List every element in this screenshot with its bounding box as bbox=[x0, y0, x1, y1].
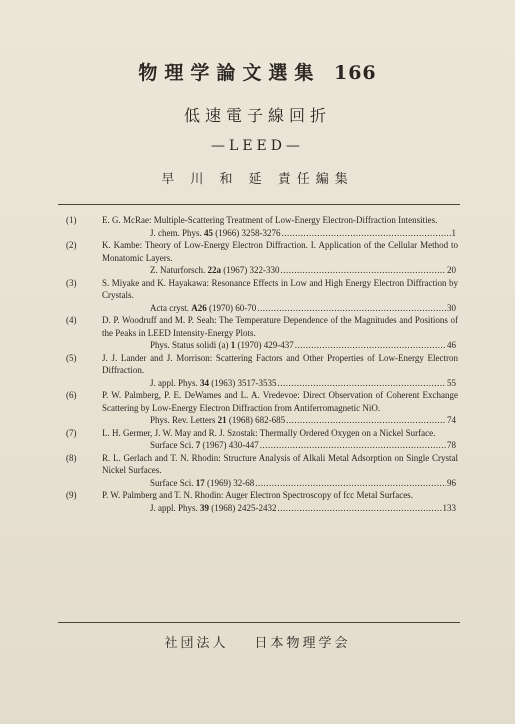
reference-title: S. Miyake and K. Hayakawa: Resonance Effects in Low and High Energy Electron Diffraction by Crystals. bbox=[102, 277, 458, 300]
journal-volume: 7 bbox=[195, 440, 201, 450]
journal-name: Phys. Rev. Letters bbox=[150, 415, 216, 425]
series-number: 166 bbox=[333, 62, 377, 84]
leader-dots bbox=[278, 377, 446, 390]
journal-name: J. appl. Phys. bbox=[150, 377, 198, 388]
reference-citation bbox=[102, 439, 458, 452]
page-number: 1 bbox=[451, 227, 456, 238]
reference-title: P. W. Palmberg, P. E. DeWames and L. A. Vredevoe: Direct Observation of Coherent Exchange Scattering by Low-Energy Electron Diffraction from Antiferromagnetic NiO. bbox=[102, 390, 458, 413]
book-subtitle: —LEED— bbox=[211, 138, 304, 154]
bottom-divider bbox=[58, 622, 460, 623]
reference-number: (5) bbox=[66, 352, 77, 363]
reference-entry bbox=[62, 277, 458, 315]
editor-credit: 早 川 和 延 責任編集 bbox=[161, 172, 354, 187]
journal-name: Surface Sci. bbox=[150, 477, 194, 488]
book-title: 低速電子線回折 bbox=[183, 106, 331, 125]
journal-name: Z. Naturforsch. bbox=[150, 265, 206, 275]
journal-volume: A26 bbox=[191, 302, 207, 313]
series-name: 物理学論文選集 bbox=[138, 62, 321, 84]
leader-dots bbox=[278, 502, 442, 515]
journal-name: J. chem. Phys. bbox=[150, 227, 202, 238]
journal-volume: 21 bbox=[217, 415, 227, 425]
journal-details: (1970) 429-437 bbox=[237, 340, 294, 350]
reference-citation bbox=[102, 377, 458, 390]
leader-dots bbox=[257, 302, 446, 315]
leader-dots bbox=[280, 264, 446, 277]
reference-number: (1) bbox=[66, 215, 77, 225]
reference-citation bbox=[102, 302, 458, 315]
leader-dots bbox=[286, 414, 446, 427]
reference-citation bbox=[102, 227, 458, 240]
page-number: 78 bbox=[447, 440, 456, 450]
reference-title: D. P. Woodruff and M. P. Seah: The Temperature Dependence of the Magnitudes and Positions of the Peaks in LEED Intensity-Energy Plots. bbox=[102, 315, 458, 338]
reference-number: (4) bbox=[66, 315, 77, 325]
journal-name: Surface Sci. bbox=[150, 440, 194, 450]
journal-details: (1963) 3517-3535 bbox=[211, 377, 277, 388]
journal-details: (1968) 682-685 bbox=[228, 415, 286, 425]
header bbox=[0, 58, 515, 187]
publisher-type: 社団法人 bbox=[164, 636, 229, 651]
journal-details: (1967) 322-330 bbox=[223, 265, 280, 275]
journal-volume: 39 bbox=[200, 502, 210, 513]
page-number: 30 bbox=[447, 302, 456, 313]
page-number: 96 bbox=[447, 477, 456, 488]
journal-volume: 1 bbox=[230, 340, 236, 350]
journal-volume: 34 bbox=[200, 377, 210, 388]
reference-entry bbox=[62, 427, 458, 452]
page-number: 20 bbox=[447, 265, 456, 275]
leader-dots bbox=[282, 227, 451, 240]
reference-title: E. G. McRae: Multiple-Scattering Treatment of Low-Energy Electron-Diffraction Intensities. bbox=[102, 215, 438, 225]
journal-details: (1970) 60-70 bbox=[208, 302, 257, 313]
reference-entry bbox=[62, 352, 458, 390]
reference-title: L. H. Germer, J. W. May and R. J. Szostak: Thermally Ordered Oxygen on a Nickel Surface. bbox=[102, 427, 436, 438]
reference-number: (9) bbox=[66, 490, 77, 500]
reference-entry bbox=[62, 214, 458, 239]
reference-number: (2) bbox=[66, 240, 77, 250]
series-title bbox=[0, 58, 515, 85]
reference-number: (7) bbox=[66, 427, 77, 438]
publisher-name: 日本物理学会 bbox=[254, 636, 351, 651]
journal-details: (1968) 2425-2432 bbox=[211, 502, 277, 513]
page-number: 74 bbox=[447, 415, 456, 425]
reference-entry bbox=[62, 389, 458, 427]
reference-citation bbox=[102, 264, 458, 277]
reference-title: P. W. Palmberg and T. N. Rhodin: Auger Electron Spectroscopy of fcc Metal Surfaces. bbox=[102, 490, 413, 500]
reference-entry bbox=[62, 489, 458, 514]
journal-volume: 22a bbox=[207, 265, 221, 275]
journal-name: J. appl. Phys. bbox=[150, 502, 198, 513]
reference-number: (6) bbox=[66, 390, 77, 400]
journal-name: Phys. Status solidi (a) bbox=[150, 340, 229, 350]
reference-entry bbox=[62, 314, 458, 352]
reference-list bbox=[62, 214, 458, 514]
leader-dots bbox=[255, 477, 446, 490]
leader-dots bbox=[295, 339, 446, 352]
reference-citation bbox=[102, 502, 458, 515]
journal-details: (1966) 3258-3276 bbox=[215, 227, 281, 238]
reference-title: K. Kambe: Theory of Low-Energy Electron Diffraction. I. Application of the Cellular Method to Monatomic Layers. bbox=[102, 240, 458, 263]
journal-details: (1969) 32-68 bbox=[206, 477, 255, 488]
journal-details: (1967) 430-447 bbox=[202, 440, 259, 450]
journal-name: Acta cryst. bbox=[150, 302, 189, 313]
reference-citation bbox=[102, 477, 458, 490]
reference-number: (3) bbox=[66, 277, 77, 288]
top-divider bbox=[58, 204, 460, 205]
leader-dots bbox=[260, 439, 446, 452]
reference-entry bbox=[62, 452, 458, 490]
reference-entry bbox=[62, 239, 458, 277]
reference-title: J. J. Lander and J. Morrison: Scattering Factors and Other Properties of Low-Energy Electron Diffraction. bbox=[102, 352, 458, 375]
page-number: 46 bbox=[447, 340, 456, 350]
reference-title: R. L. Gerlach and T. N. Rhodin: Structure Analysis of Alkali Metal Adsorption on Single Crystal Nickel Surfaces. bbox=[102, 452, 458, 475]
reference-number: (8) bbox=[66, 452, 77, 463]
journal-volume: 45 bbox=[204, 227, 213, 238]
reference-citation bbox=[102, 339, 458, 352]
publisher bbox=[0, 632, 515, 651]
journal-volume: 17 bbox=[195, 477, 205, 488]
reference-citation bbox=[102, 414, 458, 427]
page-number: 55 bbox=[447, 377, 456, 388]
page-number: 133 bbox=[442, 502, 456, 513]
